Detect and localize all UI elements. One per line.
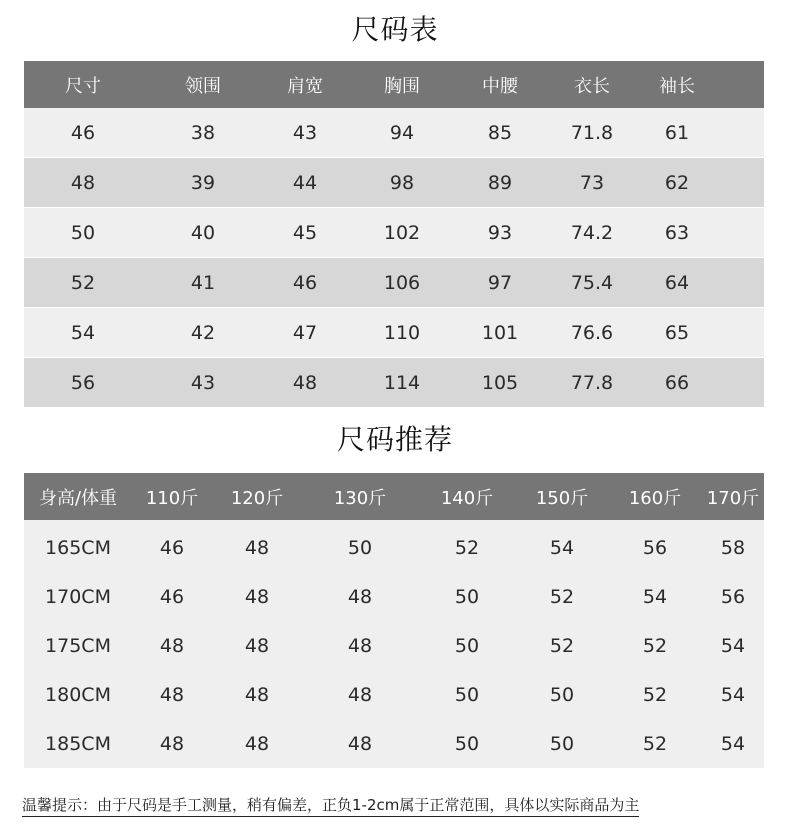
table-cell: 42: [190, 321, 216, 344]
table-cell: 54: [720, 683, 746, 706]
table-cell: 52: [549, 585, 575, 608]
table-cell: 48: [292, 371, 318, 394]
size-chart-title: 尺码表: [351, 13, 439, 46]
table-cell: 48: [347, 683, 373, 706]
row-label-cell: 54: [70, 321, 96, 344]
table-cell: 85: [487, 121, 513, 144]
table-cell: 114: [383, 371, 421, 394]
row-label-cell: 56: [70, 371, 96, 394]
table-row: [24, 670, 764, 719]
table-cell: 50: [347, 536, 373, 559]
table-cell: 48: [347, 634, 373, 657]
table-cell: 73: [579, 171, 605, 194]
table-cell: 46: [159, 585, 185, 608]
header-cell: 140斤: [440, 487, 494, 509]
header-cell: 150斤: [535, 487, 589, 509]
row-label-cell: 52: [70, 271, 96, 294]
header-cell: 130斤: [333, 487, 387, 509]
row-label-cell: 175CM: [45, 634, 111, 657]
header-cell: 衣长: [574, 75, 610, 97]
header-cell: 尺寸: [65, 75, 101, 97]
table-cell: 74.2: [570, 221, 614, 244]
table-row: [24, 572, 764, 621]
table-cell: 110: [383, 321, 421, 344]
header-cell: 120斤: [230, 487, 284, 509]
table-row: [24, 719, 764, 768]
table-cell: 48: [159, 634, 185, 657]
table-cell: 40: [190, 221, 216, 244]
table-cell: 48: [244, 536, 270, 559]
table-cell: 54: [720, 732, 746, 755]
table-cell: 48: [159, 683, 185, 706]
table-cell: 63: [664, 221, 690, 244]
table-cell: 56: [642, 536, 668, 559]
table-cell: 52: [642, 634, 668, 657]
size-recommendation-header-row: [24, 473, 764, 520]
table-cell: 52: [549, 634, 575, 657]
table-row: [24, 108, 764, 157]
header-cell: 170斤: [706, 487, 760, 509]
table-cell: 44: [292, 171, 318, 194]
header-cell: 110斤: [145, 487, 199, 509]
table-cell: 89: [487, 171, 513, 194]
table-cell: 56: [720, 585, 746, 608]
table-cell: 93: [487, 221, 513, 244]
table-cell: 45: [292, 221, 318, 244]
table-cell: 62: [664, 171, 690, 194]
table-cell: 41: [190, 271, 216, 294]
header-cell: 160斤: [628, 487, 682, 509]
table-cell: 61: [664, 121, 690, 144]
table-cell: 102: [383, 221, 421, 244]
table-cell: 58: [720, 536, 746, 559]
table-row: [24, 621, 764, 670]
table-cell: 75.4: [570, 271, 614, 294]
row-label-cell: 165CM: [45, 536, 111, 559]
table-cell: 43: [292, 121, 318, 144]
table-cell: 106: [383, 271, 421, 294]
table-cell: 65: [664, 321, 690, 344]
table-row: [24, 357, 764, 407]
size-chart-body: [24, 108, 764, 407]
table-row: [24, 257, 764, 307]
table-cell: 50: [549, 683, 575, 706]
table-cell: 52: [642, 732, 668, 755]
table-row: [24, 307, 764, 357]
table-cell: 50: [454, 683, 480, 706]
row-label-cell: 50: [70, 221, 96, 244]
size-chart-table: [24, 61, 764, 407]
table-cell: 47: [292, 321, 318, 344]
row-label-cell: 180CM: [45, 683, 111, 706]
table-cell: 66: [664, 371, 690, 394]
header-cell: 中腰: [482, 75, 518, 97]
table-cell: 71.8: [570, 121, 614, 144]
table-cell: 76.6: [570, 321, 614, 344]
table-cell: 48: [159, 732, 185, 755]
header-cell: 袖长: [659, 75, 695, 97]
table-cell: 48: [244, 732, 270, 755]
table-cell: 97: [487, 271, 513, 294]
table-cell: 52: [642, 683, 668, 706]
table-cell: 50: [549, 732, 575, 755]
table-cell: 54: [720, 634, 746, 657]
header-cell: 肩宽: [287, 75, 323, 97]
table-cell: 43: [190, 371, 216, 394]
table-cell: 94: [389, 121, 415, 144]
table-cell: 38: [190, 121, 216, 144]
table-cell: 101: [481, 321, 519, 344]
table-cell: 54: [549, 536, 575, 559]
table-cell: 48: [244, 585, 270, 608]
table-cell: 64: [664, 271, 690, 294]
row-label-cell: 46: [70, 121, 96, 144]
table-row: [24, 523, 764, 572]
table-cell: 46: [159, 536, 185, 559]
size-recommendation-title: 尺码推荐: [336, 423, 453, 456]
size-recommendation-table: [24, 473, 764, 768]
table-cell: 50: [454, 585, 480, 608]
table-cell: 54: [642, 585, 668, 608]
table-cell: 39: [190, 171, 216, 194]
row-label-cell: 48: [70, 171, 96, 194]
header-cell: 身高/体重: [38, 487, 118, 509]
table-cell: 77.8: [570, 371, 614, 394]
table-row: [24, 207, 764, 257]
table-cell: 48: [244, 634, 270, 657]
table-cell: 98: [389, 171, 415, 194]
table-row: [24, 157, 764, 207]
size-chart-header-row: [24, 61, 764, 108]
table-cell: 46: [292, 271, 318, 294]
table-cell: 48: [347, 732, 373, 755]
table-cell: 48: [347, 585, 373, 608]
size-recommendation-body: [24, 520, 764, 768]
table-cell: 50: [454, 634, 480, 657]
table-cell: 48: [244, 683, 270, 706]
row-label-cell: 185CM: [45, 732, 111, 755]
table-cell: 50: [454, 732, 480, 755]
header-cell: 胸围: [384, 75, 420, 97]
footer-note: 温馨提示：由于尺码是手工测量，稍有偏差，正负1-2cm属于正常范围，具体以实际商品为主: [22, 794, 639, 817]
table-cell: 105: [481, 371, 519, 394]
table-cell: 52: [454, 536, 480, 559]
row-label-cell: 170CM: [45, 585, 111, 608]
header-cell: 领围: [185, 75, 221, 97]
